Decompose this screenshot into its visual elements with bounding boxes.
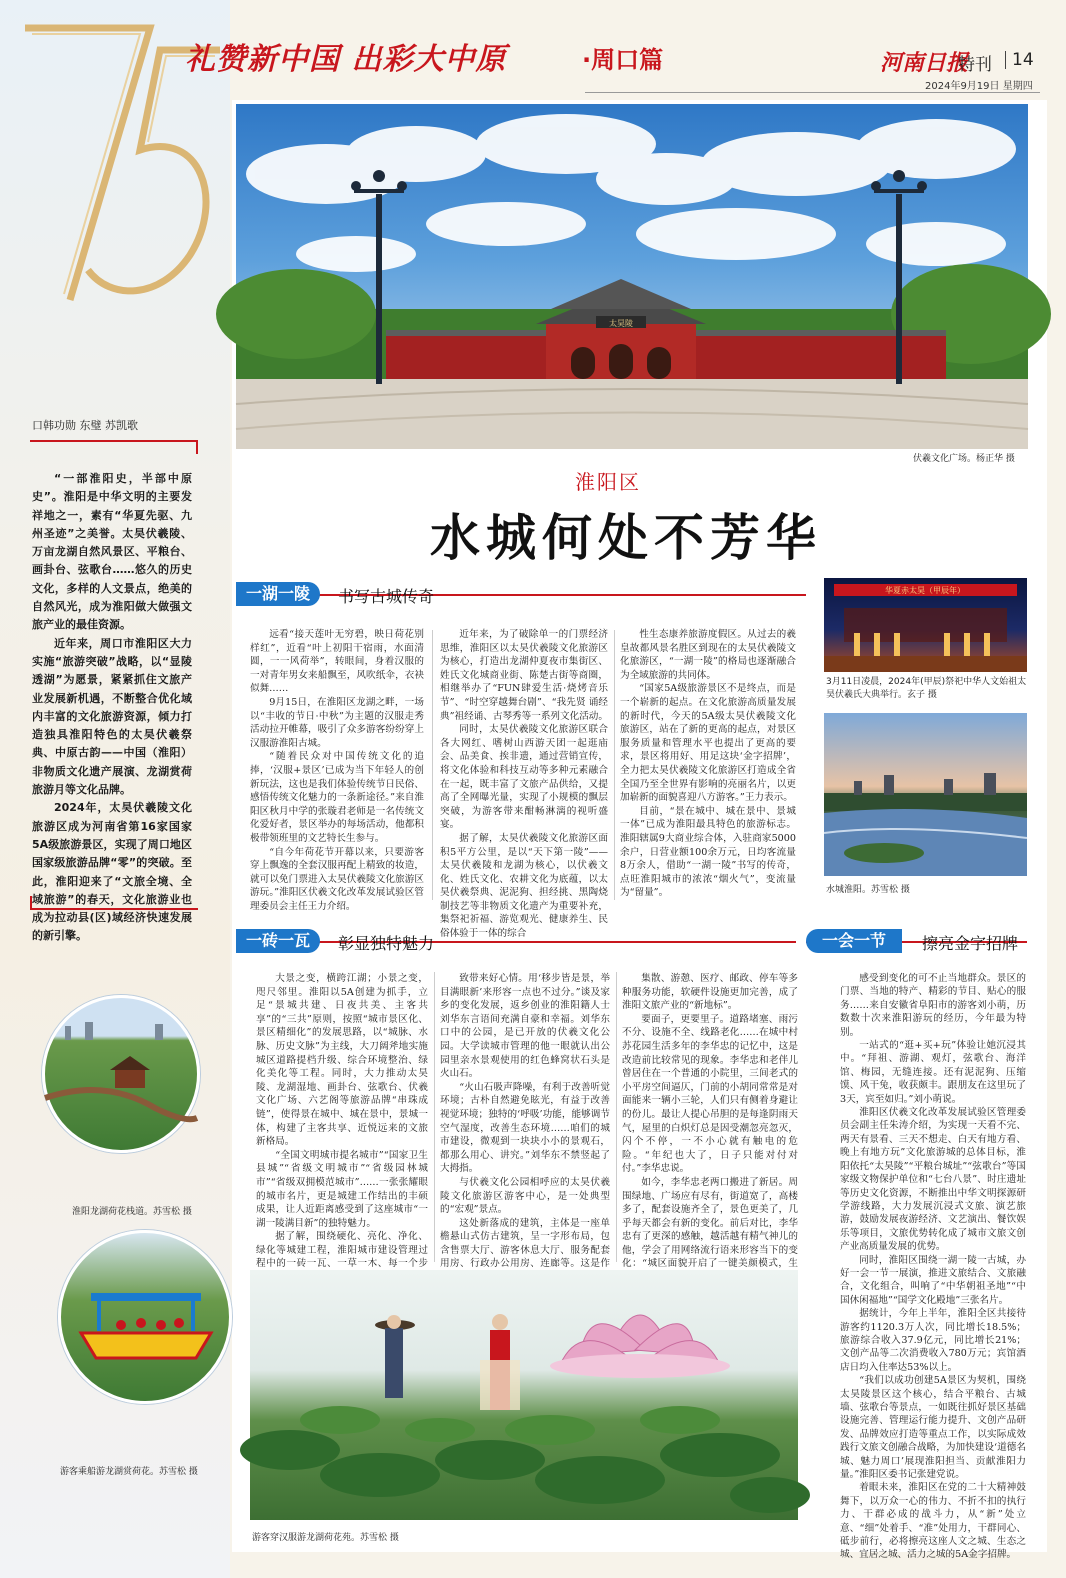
newspaper-name: 河南日报 [880, 50, 969, 76]
paragraph: “随着民众对中国传统文化的追捧，‘汉服+景区’已成为当下年轻人的创新玩法，这也是我们体验传统节日民俗、感悟传统文化魅力的一条新途径。”来自淮阳区秋月中学的张璇君老师是一名传统文化爱好者，景区举办的每场活动，他都积极带领班里的文艺特长生参与。 [250, 751, 424, 844]
paragraph: 要面子，更要里子。道路堵塞、雨污不分、设施不全、线路老化……在城中村苏花园生活多年的李华忠的记忆中，这是改造前比较常见的现象。李华忠和老伴儿曾居住在一个普通的小院里，三间老式的小平房空间逼仄，门前的小胡同常常是对面能来一辆小三轮，人们只有侧着身避让的份儿。最让人提心吊胆的是每逢阴雨天气，屋里的白炽灯总是因受潮忽亮忽灭，闪个不停，一不小心就有触电的危险。“年纪也大了，日子只能对付对付。”李华忠说。 [622, 1013, 798, 1175]
header-divider [1005, 51, 1006, 69]
lotus-garden-illustration [250, 1270, 798, 1520]
section1-column-1 [250, 628, 424, 912]
paragraph: 同时，淮阳区围绕一湖一陵一古城，办好一会一节一展演，推进文旅结合、文旅融合，文化组合，叫响了“中华朝祖圣地”“中国休闲福地”“国学文化殿地”三张名片。 [840, 1254, 1026, 1306]
section3-tag: 一会一节 [806, 929, 902, 953]
paragraph: 据统计，今年上半年，淮阳全区共接待游客约1120.3万人次，同比增长18.5%；旅游综合收入37.9亿元，同比增长21%；文创产品等二次消费收入780万元；宾馆酒店日均入住率达53%以上。 [840, 1308, 1026, 1373]
paragraph: 目前，“景在城中、城在景中、景城一体”已成为淮阳最具特色的旅游标志。淮阳辖属9大商业综合体，入驻商家5000余户，日营业额100余万元，日均客流量8万余人，借助“一湖一陵”书写的传奇，点旺淮阳城市的浓浓“烟火气”，变流量为“留量”。 [620, 805, 796, 899]
gate-plaque-text: 太昊陵 [609, 319, 633, 328]
hero-photo-illustration [236, 104, 1028, 449]
section2-column-2 [440, 972, 610, 1270]
water-city-caption: 水城淮阳。苏雪松 摄 [826, 885, 910, 895]
section1-tag: 一湖一陵 [236, 582, 320, 606]
paragraph: 一站式的“逛+买+玩”体验让她沉浸其中。“拜祖、游湖、观灯，弦歌台、海洋馆、梅园，无缝连接。还有泥泥狗、压缩馍、风干兔，收获颇丰。跟朋友在这里玩了3天，宾至如归。”刘小萌说。 [840, 1040, 1026, 1105]
section1-title: 书写古城传奇 [338, 587, 435, 606]
lotus-boardwalk-photo [42, 995, 200, 1153]
byline: 口韩功勋 东璧 苏凯歌 [32, 419, 138, 432]
water-city-photo [824, 713, 1027, 876]
paragraph: 近年来，为了破除单一的门票经济思维，淮阳区以太昊伏羲陵文化旅游区为核心，打造出龙湖仲夏夜市集街区、姓氏文化城商业街、陈楚古街等商圈，相继举办了“FUN肆爱生活·烧烤音乐节”、“时空穿越舞台剧”、“我先贤 诵经典”祖经诵、古琴秀等一系列文化活动。 [440, 629, 608, 722]
section2-column-3 [622, 972, 798, 1270]
paragraph: 据了解，太昊伏羲陵文化旅游区面积5平方公里，是以“天下第一陵”——太昊伏羲陵和龙湖为核心，以伏羲文化、姓氏文化、农耕文化为底蕴，以太昊伏羲祭典、泥泥狗、担经挑、黑陶烧制技艺等非物质文化遗产为重要补充，集祭祀祈福、游览观光、健康养生、民俗体验于一体的综合 [440, 832, 608, 940]
section2-title: 彰显独特魅力 [338, 934, 435, 953]
ceremony-photo-illustration [824, 578, 1027, 672]
paragraph: 如今，李华忠老两口搬进了新居。周围绿地、广场应有尽有，街道宽了，高楼多了，配套设施齐全了，景色更美了，几乎每天都会有新的变化。前后对比，李华忠有了更深的感触，越活越有精气神儿的他，学会了用网络流行语来形容当下的变化：“城区面貌开启了一键美颜模式，生 [622, 1176, 798, 1270]
paragraph: 与伏羲文化公园相呼应的太昊伏羲陵文化旅游区游客中心，是一处典型的“宏观”景点。 [440, 1176, 610, 1216]
paragraph: 远看“接天莲叶无穷碧，映日荷花别样红”，近看“叶上初阳干宿雨，水面清圆，一一风荷举”，转眼间，身着汉服的一对青年男女来船飘至，风吹纸伞，衣袂似舞…… [250, 629, 424, 695]
section2-tag: 一砖一瓦 [236, 929, 320, 953]
district-label: 淮阳区 [575, 470, 641, 494]
paragraph: “我们以成功创建5A景区为契机，围绕太昊陵景区这个核心，结合平粮台、古城墙、弦歌台等景点，一如既往抓好景区基础设施完善、管理运行能力提升、文创产品研发、品牌效应打造等重点工作，以实际成效践行文旅文创融合战略，为加快建设‘道德名城、魅力周口’展现淮阳担当、贡献淮阳力量。”淮阳区委书记张建党说。 [840, 1375, 1026, 1481]
lotus-boardwalk-caption: 淮阳龙湖荷花栈道。苏雪松 摄 [72, 1207, 192, 1217]
column-divider [432, 630, 433, 900]
lotus-garden-caption: 游客穿汉服游龙湖荷花苑。苏雪松 摄 [252, 1533, 399, 1543]
ceremony-photo-caption: 3月11日凌晨，2024年(甲辰)祭祀中华人文始祖太昊伏羲氏大典举行。玄子 摄 [826, 677, 1027, 700]
intro-top-rule-end [196, 440, 198, 454]
paragraph: 淮阳区伏羲文化改革发展试验区管理委员会副主任朱涛介绍，为实现一天看不完、两天有景看、三天不想走、白天有地方看、晚上有地方玩”文化旅游城的总体目标，淮阳依托“太昊陵”“平粮台城址”“弦歌台”等国家级文物保护单位和“七台八景”、时庄遗址等历史文化资源，不断推出中华文明探源研学游线路，大力发展沉浸式文旅、演艺旅游，鼓励发展夜游经济、文艺演出、餐饮娱乐等项目，文旅优势转化成了城市文旅文创产业高质量发展的优势。 [840, 1107, 1026, 1253]
series-subtitle: ·周口篇 [582, 46, 664, 74]
water-city-illustration [824, 713, 1027, 876]
section1-rule [236, 594, 806, 596]
paragraph: 集散、游憩、医疗、邮政、停车等多种服务功能，软硬件设施更加完善，成了淮阳文旅产业的“新地标”。 [622, 973, 798, 1012]
section3-column [840, 972, 1026, 1561]
hero-photo-caption: 伏羲文化广场。杨正华 摄 [913, 454, 1015, 464]
ceremony-banner-text: 华夏赤太昊（甲辰年） [885, 586, 965, 595]
special-edition-label: 特刊 [958, 55, 992, 75]
page-number: 14 [1012, 50, 1034, 70]
boat-tour-photo [58, 1230, 232, 1404]
section2-column-1 [256, 972, 428, 1270]
section3-title: 擦亮金字招牌 [922, 934, 1019, 953]
paragraph: “全国文明城市提名城市”“国家卫生县城”“省级文明城市”“省级园林城市”“省级双拥模范城市”……一张张耀眼的城市名片，更是城建工作结出的丰硕成果，让人近距离感受到了这座城市“一湖一陵满目新”的独特魅力。 [256, 1149, 428, 1229]
paragraph: 大景之变，横跨江湖；小景之变，咫尺邻里。淮阳以5A创建为抓手，立足“景城共建、日夜共美、主客共享”的“三共”原则，按照“城市景区化、景区精细化”的发展思路，以“城脉、水脉、历史文脉”为主线，大刀阔斧地实施城区道路提档升级、综合环境整治、绿化美化等工程。同时，大力推动太昊陵、龙湖湿地、画卦台、弦歌台、伏羲文化广场、六艺阁等旅游品牌“串珠成链”，使得景在城中、城在景中，景城一体，构建了主客共享、近悦远来的文旅新格局。 [256, 973, 428, 1148]
header-rule [585, 92, 1040, 93]
intro-paragraph: 近年来，周口市淮阳区大力实施“旅游突破”战略，以“显陵透湖”为愿景，紧紧抓住文旅产业发展新机遇，不断整合优化域内丰富的文化旅游资源，倾力打造独具淮阳特色的太昊伏羲祭典、中原古韵——中国（淮阳）非物质文化遗产展演、龙湖赏荷旅游月等文化品牌。 [32, 636, 192, 797]
hero-photo [236, 104, 1028, 449]
paragraph: “火山石吸声降噪，有利于改善听觉环境；古朴自然避免眩光，有益于改善视觉环境；独特的‘呼吸’功能，能够调节空气湿度，改善生态环境……咱们的城市建设，微观到一块块小小的景观石，都那么用心、讲究。”刘华东不禁竖起了大拇指。 [440, 1081, 610, 1175]
headline: 水城何处不芳华 [430, 509, 822, 567]
paragraph: 9月15日，在淮阳区龙湖之畔，一场以“丰收的节日·中秋”为主题的汉服走秀活动拉开帷幕，吸引了众多游客纷纷穿上汉服游淮阳古城。 [250, 696, 424, 749]
paragraph: “国家5A级旅游景区不是终点，而是一个崭新的起点。在文化旅游高质量发展的新时代，今天的5A级太昊伏羲陵文化旅游区，站在了新的更高的起点，对景区服务质量和管理水平也提出了更高的要求，景区将用好、用足这块‘金字招牌’，全力把太昊伏羲陵文化旅游区打造成全省全国乃至全世界有影响的亮丽名片，以更加崭新的面貌喜迎八方游客。”王力表示。 [620, 683, 796, 804]
section1-column-2 [440, 628, 608, 940]
intro-bottom-rule-end [30, 896, 32, 910]
paragraph: 感受到变化的可不止当地群众。景区的门票、当地的特产、精彩的节目、贴心的服务……来自安徽省阜阳市的游客刘小萌，历数数十次来淮阳游玩的经历，今年最为特别。 [840, 973, 1026, 1038]
intro-paragraph: “一部淮阳史，半部中原史”。淮阳是中华文明的主要发祥地之一，素有“华夏先驱、九州圣迹”之美誉。太昊伏羲陵、万亩龙湖自然风景区、平粮台、画卦台、弦歌台……悠久的历史文化，多样的人文景点，绝美的自然风光，成为淮阳做大做强文旅产业的最佳资源。 [32, 472, 192, 632]
paragraph: 据了解，围绕硬化、亮化、净化、绿化等城建工程，淮阳城市建设管理过程中的一砖一瓦、一草一木、每一个步 [256, 1231, 428, 1270]
issue-date: 2024年9月19日 星期四 [925, 81, 1033, 92]
boat-tour-illustration [61, 1233, 229, 1401]
paragraph: 同时，太昊伏羲陵文化旅游区联合各大网红、嗜树山西游天团一起逛庙会、品美食、挨非遗，通过营销宣传，将文化体验和科技互动等多种元素融合在一起，既丰富了文旅产品供给，又提高了全网曝光量，实现了小规模的飘层突破，为游客带来酣畅淋漓的视听盛宴。 [440, 724, 608, 831]
paragraph: 着眼未来，淮阳区在党的二十大精神鼓舞下，以万众一心的伟力、不折不扣的执行力、干群必成的战斗力，从“新”处立意、“细”处着手、“准”处用力，干群同心、砥步前行，必将擦亮这座人文之城、生态之城、宜居之城、活力之城的5A金字招牌。 [840, 1482, 1026, 1561]
intro-paragraph: 2024年，太昊伏羲陵文化旅游区成为河南省第16家国家5A级旅游景区，实现了周口地区国家级旅游品牌“零”的突破。至此，淮阳迎来了“文旅全境、全域旅游”的春天，文化旅游业也成为拉动县(区)域经济快速发展的新引擎。 [32, 801, 192, 943]
column-divider [434, 972, 435, 1262]
paragraph: 这处新落成的建筑，主体是一座单檐悬山式仿古建筑，呈一字形布局，包含售票大厅、游客休息大厅、服务配套用房、行政办公用房、连廊等。这是作 [440, 1217, 610, 1270]
intro-text [32, 470, 192, 946]
series-title: 礼赞新中国 出彩大中原 [185, 42, 507, 77]
paragraph: “自今年荷花节开幕以来，只要游客穿上飘逸的全套汉服再配上精致的妆造，就可以免门票进入太昊伏羲陵文化旅游区游玩。”淮阳区伏羲文化改革发展试验区管理委员会主任王力介绍。 [250, 846, 424, 912]
paragraph: 致带来好心情。用‘移步皆是景，举目满眼新’来形容一点也不过分。”谈及家乡的变化发展，返乡创业的淮阳籍人士刘华东言语间充满自豪和幸福。刘华东口中的公园，是已开放的伏羲文化公园。大学读城市管理的他一眼就认出公园里亲水景观使用的红色蜂窝状石头是火山石。 [440, 973, 610, 1080]
column-divider [616, 972, 617, 1262]
lotus-boardwalk-illustration [45, 998, 197, 1150]
intro-top-rule [30, 440, 198, 442]
section1-column-3 [620, 628, 796, 902]
ceremony-photo [824, 578, 1027, 672]
paragraph: 性生态康养旅游度假区。从过去的羲皇故都风景名胜区到现在的太昊伏羲陵文化旅游区，“一湖一陵”的格局也逐渐融合为全域旅游的共同体。 [620, 629, 796, 681]
intro-bottom-rule [30, 908, 198, 910]
column-divider [614, 630, 615, 900]
lotus-garden-photo [250, 1270, 798, 1520]
boat-tour-caption: 游客乘船游龙湖赏荷花。苏雪松 摄 [60, 1467, 198, 1477]
section2-rule [236, 941, 796, 943]
